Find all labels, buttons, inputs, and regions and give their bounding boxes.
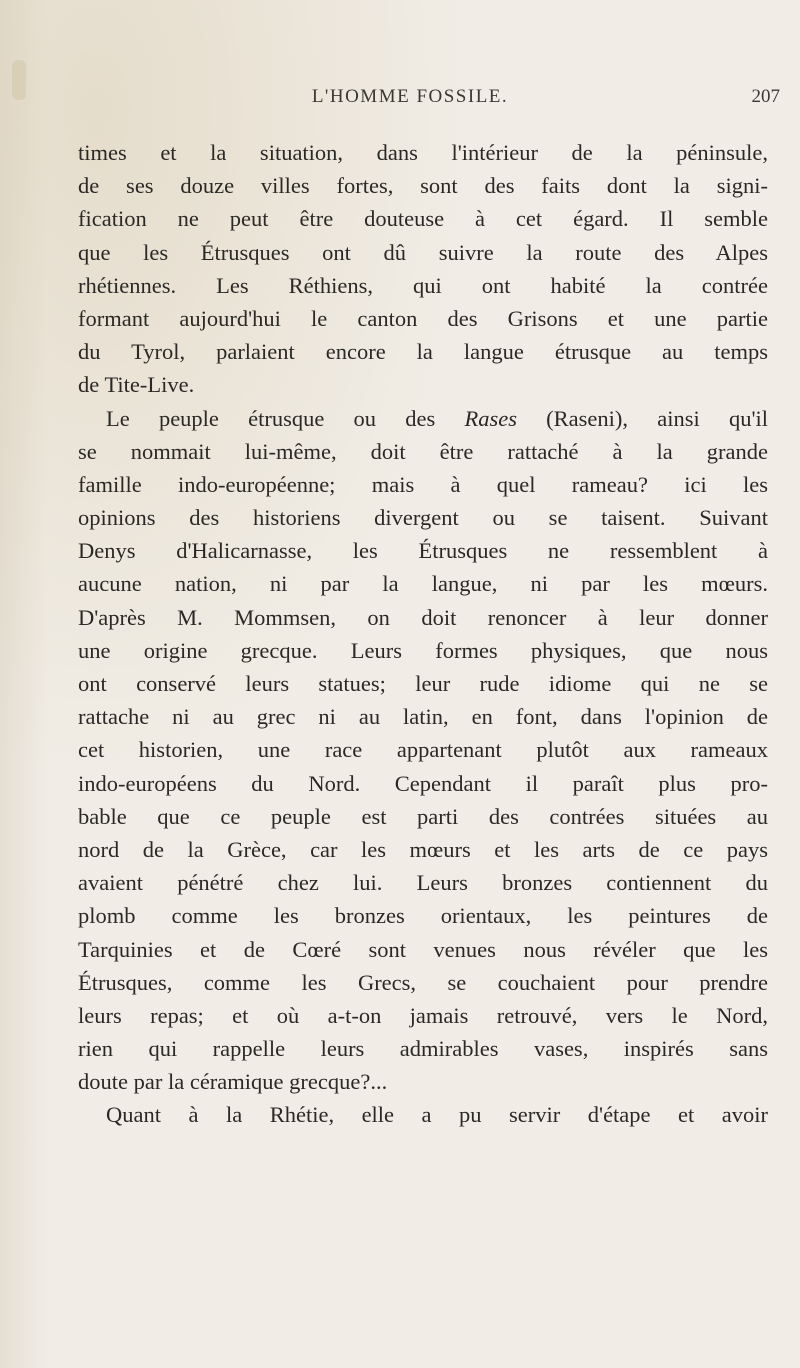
page-number: 207: [751, 86, 780, 107]
text-line: doute par la céramique grecque?...: [78, 1069, 388, 1095]
text-line: plomb comme les bronzes orientaux, les peintures de: [78, 903, 768, 929]
text-line: nord de la Grèce, car les mœurs et les arts de ce pays: [78, 836, 768, 862]
text-line: se nommait lui-même, doit être rattaché à la grande: [78, 438, 768, 464]
text-line: Le peuple étrusque ou des Rases (Raseni), ainsi qu'il: [106, 405, 768, 431]
text-line: avaient pénétré chez lui. Leurs bronzes contiennent du: [78, 870, 768, 896]
text-line: cet historien, une race appartenant plutôt aux rameaux: [78, 737, 768, 763]
text-line: D'après M. Mommsen, on doit renoncer à leur donner: [78, 604, 768, 630]
text-line: que les Étrusques ont dû suivre la route des Alpes: [78, 239, 768, 265]
text-line: du Tyrol, parlaient encore la langue étrusque au temps: [78, 339, 768, 365]
text-line: rhétiennes. Les Réthiens, qui ont habité la contrée: [78, 272, 768, 298]
body-text: [78, 136, 768, 1132]
text-line: de Tite-Live.: [78, 372, 195, 398]
text-line: aucune nation, ni par la langue, ni par les mœurs.: [78, 571, 768, 597]
text-line: rattache ni au grec ni au latin, en font, dans l'opinion de: [78, 704, 768, 730]
text-line: leurs repas; et où a-t-on jamais retrouvé, vers le Nord,: [78, 1002, 768, 1028]
paragraph-1: [78, 136, 768, 402]
italic-term: Rases: [464, 405, 517, 431]
text-line: Quant à la Rhétie, elle a pu servir d'étape et avoir: [106, 1102, 768, 1128]
paragraph-2: [78, 402, 768, 1099]
text-line: bable que ce peuple est parti des contrées situées au: [78, 803, 768, 829]
text-line: ont conservé leurs statues; leur rude idiome qui ne se: [78, 671, 768, 696]
paragraph-3: [78, 1098, 768, 1131]
text-line: formant aujourd'hui le canton des Grisons et une partie: [78, 305, 768, 331]
text-line: une origine grecque. Leurs formes physiques, que nous: [78, 637, 768, 663]
text-line: famille indo-européenne; mais à quel rameau? ici les: [78, 471, 768, 497]
text-line: rien qui rappelle leurs admirables vases, inspirés sans: [78, 1036, 768, 1062]
running-head: L'HOMME FOSSILE.: [311, 86, 509, 107]
text-line: opinions des historiens divergent ou se taisent. Suivant: [78, 505, 768, 531]
text-line: Denys d'Halicarnasse, les Étrusques ne ressemblent à: [78, 538, 768, 564]
text-line: times et la situation, dans l'intérieur de la péninsule,: [78, 140, 768, 165]
text-line: de ses douze villes fortes, sont des faits dont la signi-: [78, 173, 768, 199]
text-line: indo-européens du Nord. Cependant il paraît plus pro-: [78, 770, 768, 796]
page-header: [0, 86, 800, 116]
text-line: Étrusques, comme les Grecs, se couchaient pour prendre: [78, 969, 768, 995]
text-line: fication ne peut être douteuse à cet égard. Il semble: [78, 206, 768, 232]
text-line: Tarquinies et de Cœré sont venues nous révéler que les: [78, 936, 768, 962]
